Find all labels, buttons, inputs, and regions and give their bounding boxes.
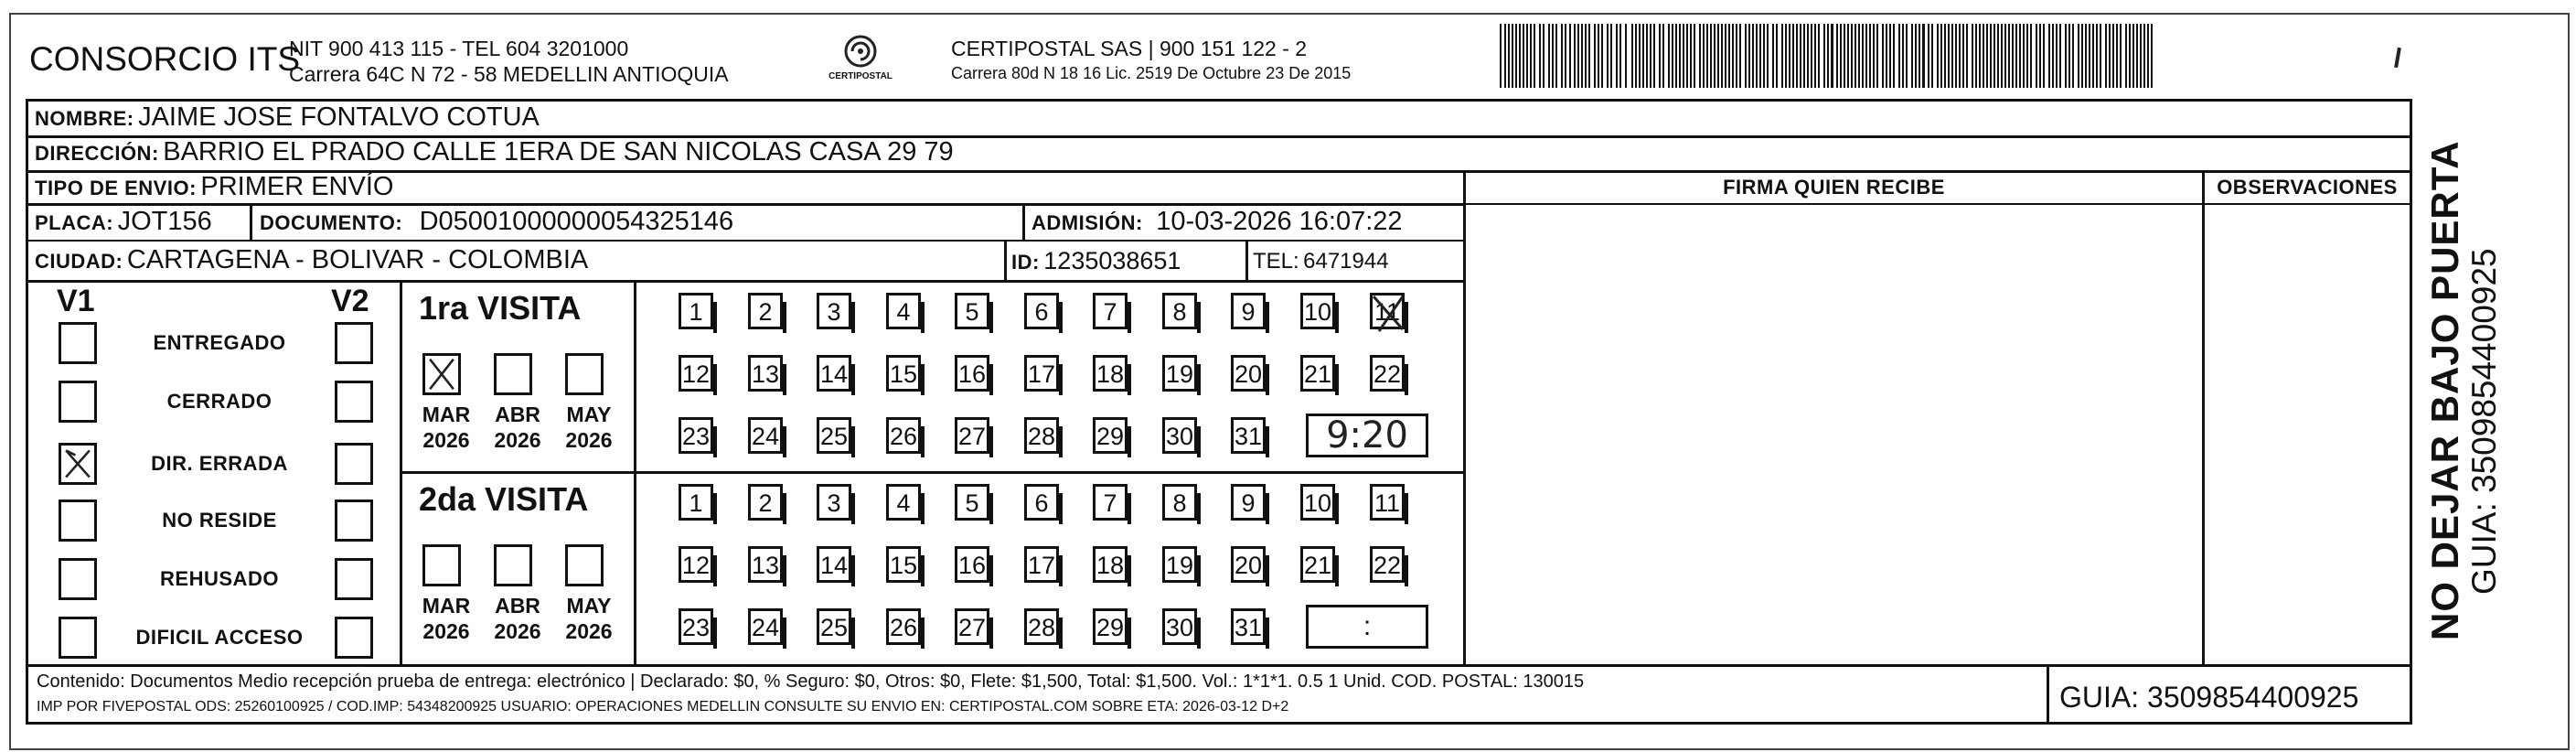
day-box[interactable]: 17 [1024,546,1059,583]
day-box[interactable]: 2 [748,293,783,329]
day-box[interactable]: 26 [886,417,921,454]
day-box[interactable]: 4 [886,484,921,521]
check-x-icon [425,356,458,392]
status-label: ENTREGADO [153,331,286,354]
day-box[interactable]: 13 [748,546,783,583]
day-box[interactable]: 17 [1024,355,1059,392]
day-box[interactable]: 30 [1162,417,1197,454]
day-box[interactable]: 2 [748,484,783,521]
status-label: NO RESIDE [162,509,277,532]
month-label: ABR [495,594,540,618]
v1-header: V1 [57,284,95,318]
company-nit: NIT 900 413 115 - TEL 604 3201000 [289,37,629,60]
admision-value: 10-03-2026 16:07:22 [1156,207,1403,236]
status-label: DIR. ERRADA [151,452,288,475]
day-box[interactable]: 18 [1093,546,1128,583]
day-box[interactable]: 12 [679,546,713,583]
company-address: Carrera 64C N 72 - 58 MEDELLIN ANTIOQUIA [289,62,729,86]
v1-checkbox[interactable] [59,558,97,600]
day-box[interactable]: 10 [1300,293,1335,329]
month-checkbox[interactable] [422,353,461,395]
day-box[interactable]: 9 [1231,484,1266,521]
day-box[interactable]: 15 [886,355,921,392]
ciudad-value: CARTAGENA - BOLIVAR - COLOMBIA [126,245,589,274]
month-checkbox[interactable] [494,544,532,586]
day-box[interactable]: 13 [748,355,783,392]
status-label: CERRADO [166,390,273,413]
day-box[interactable]: 14 [817,355,851,392]
day-box[interactable]: 11 [1370,484,1405,521]
day-box[interactable]: 20 [1231,355,1266,392]
v1-checkbox[interactable] [59,500,97,542]
day-box[interactable]: 11 [1370,293,1405,329]
day-box[interactable]: 27 [955,417,989,454]
month-checkbox[interactable] [565,353,604,395]
day-box[interactable]: 28 [1024,417,1059,454]
visit-title: 1ra VISITA [419,289,582,327]
direccion-label: DIRECCIÓN: [35,142,159,165]
day-box[interactable]: 6 [1024,293,1059,329]
day-box[interactable]: 1 [679,484,713,521]
nombre-label: NOMBRE: [35,107,134,130]
day-box[interactable]: 23 [679,417,713,454]
year-label: 2026 [422,619,470,643]
admision-label: ADMISIÓN: [1031,211,1143,234]
month-label: MAR [422,594,471,618]
direccion-value: BARRIO EL PRADO CALLE 1ERA DE SAN NICOLAS CASA 29 79 [163,137,954,167]
day-box[interactable]: 25 [817,608,851,645]
month-label: MAR [422,403,471,426]
day-strike-mark [1370,293,1408,333]
visit-title: 2da VISITA [419,480,589,518]
v1-checkbox[interactable] [59,381,97,423]
side-guia: GUIA: 3509854400925 [2465,248,2503,595]
day-box[interactable]: 21 [1300,546,1335,583]
year-label: 2026 [565,428,613,452]
day-box[interactable]: 18 [1093,355,1128,392]
day-box[interactable]: 25 [817,417,851,454]
day-box[interactable]: 24 [748,608,783,645]
placa-value: JOT156 [117,207,212,236]
month-label: MAY [566,594,612,618]
day-box[interactable]: 29 [1093,417,1128,454]
carrier-address: Carrera 80d N 18 16 Lic. 2519 De Octubre 23 De 2015 [951,64,1352,82]
v2-checkbox[interactable] [335,322,373,364]
month-checkbox[interactable] [422,544,461,586]
month-label: MAY [566,403,612,426]
documento-value: D05001000000054325146 [419,207,734,236]
day-box[interactable]: 22 [1370,546,1405,583]
placa-label: PLACA: [35,211,114,234]
tipo-envio-label: TIPO DE ENVIO: [35,177,197,199]
year-label: 2026 [565,619,613,643]
day-box[interactable]: 21 [1300,355,1335,392]
month-checkbox[interactable] [494,353,532,395]
status-label: REHUSADO [160,567,279,590]
tipo-envio-value: PRIMER ENVÍO [200,172,394,201]
day-box[interactable]: 22 [1370,355,1405,392]
ciudad-label: CIUDAD: [35,250,123,273]
check-x-icon [61,446,94,482]
id-value: 1235038651 [1043,247,1181,274]
day-box[interactable]: 31 [1231,417,1266,454]
tel-label: TEL: [1253,249,1299,274]
day-box[interactable]: 23 [679,608,713,645]
company-name: CONSORCIO ITS [29,40,301,78]
day-box[interactable]: 1 [679,293,713,329]
v2-checkbox[interactable] [335,443,373,485]
day-box[interactable]: 16 [955,546,989,583]
v2-checkbox[interactable] [335,381,373,423]
time-box[interactable]: 9:20 [1306,414,1428,457]
day-box[interactable]: 8 [1162,293,1197,329]
day-box[interactable]: 5 [955,484,989,521]
year-label: 2026 [494,619,541,643]
v2-header: V2 [331,284,369,318]
observaciones-header: OBSERVACIONES [2217,176,2398,199]
day-box[interactable]: 5 [955,293,989,329]
day-box[interactable]: 28 [1024,608,1059,645]
day-box[interactable]: 14 [817,546,851,583]
day-box[interactable]: 3 [817,293,851,329]
footer-imp: IMP POR FIVEPOSTAL ODS: 25260100925 / COD.IMP: 54348200925 USUARIO: OPERACIONES MEDELLIN CONSULTE SU ENVIO EN: CERTIPOSTAL.COM SOBRE ETA: 2026-03-12 D+2 [37,699,1289,714]
logo-text: CERTIPOSTAL [828,71,893,81]
day-box[interactable]: 30 [1162,608,1197,645]
day-box[interactable]: 3 [817,484,851,521]
year-label: 2026 [494,428,541,452]
day-box[interactable]: 6 [1024,484,1059,521]
day-box[interactable]: 10 [1300,484,1335,521]
time-box[interactable]: : [1306,605,1428,649]
day-box[interactable]: 20 [1231,546,1266,583]
nombre-value: JAIME JOSE FONTALVO COTUA [138,102,540,132]
v1-checkbox[interactable] [59,617,97,659]
day-box[interactable]: 19 [1162,355,1197,392]
day-box[interactable]: 15 [886,546,921,583]
day-box[interactable]: 7 [1093,484,1128,521]
day-box[interactable]: 16 [955,355,989,392]
day-box[interactable]: 8 [1162,484,1197,521]
tel-value: 6471944 [1303,249,1389,274]
v2-checkbox[interactable] [335,558,373,600]
status-label: DIFICIL ACCESO [135,626,304,649]
documento-label: DOCUMENTO: [260,211,403,234]
carrier-name: CERTIPOSTAL SAS | 900 151 122 - 2 [951,37,1308,60]
firma-header: FIRMA QUIEN RECIBE [1723,176,1945,199]
v1-checkbox[interactable] [59,443,97,485]
day-box[interactable]: 12 [679,355,713,392]
year-label: 2026 [422,428,470,452]
month-checkbox[interactable] [565,544,604,586]
no-dejar-bajo-puerta: NO DEJAR BAJO PUERTA [2423,140,2466,640]
v2-checkbox[interactable] [335,500,373,542]
day-box[interactable]: 27 [955,608,989,645]
day-box[interactable]: 9 [1231,293,1266,329]
day-box[interactable]: 19 [1162,546,1197,583]
day-box[interactable]: 26 [886,608,921,645]
footer-guia: GUIA: 3509854400925 [2059,681,2359,714]
month-label: ABR [495,403,540,426]
footer-contenido: Contenido: Documentos Medio recepción prueba de entrega: electrónico | Declarado: $0, % Seguro: $0, Otros: $0, Flete: $1,500, Total: $1,500. Vol.: 1*1*1. 0.5 1 Unid. COD. POSTAL: 130015 [37,671,1585,692]
id-label: ID: [1011,251,1040,274]
day-box[interactable]: 4 [886,293,921,329]
day-box[interactable]: 24 [748,417,783,454]
day-box[interactable]: 7 [1093,293,1128,329]
day-box[interactable]: 31 [1231,608,1266,645]
v1-checkbox[interactable] [59,322,97,364]
v2-checkbox[interactable] [335,617,373,659]
day-box[interactable]: 29 [1093,608,1128,645]
